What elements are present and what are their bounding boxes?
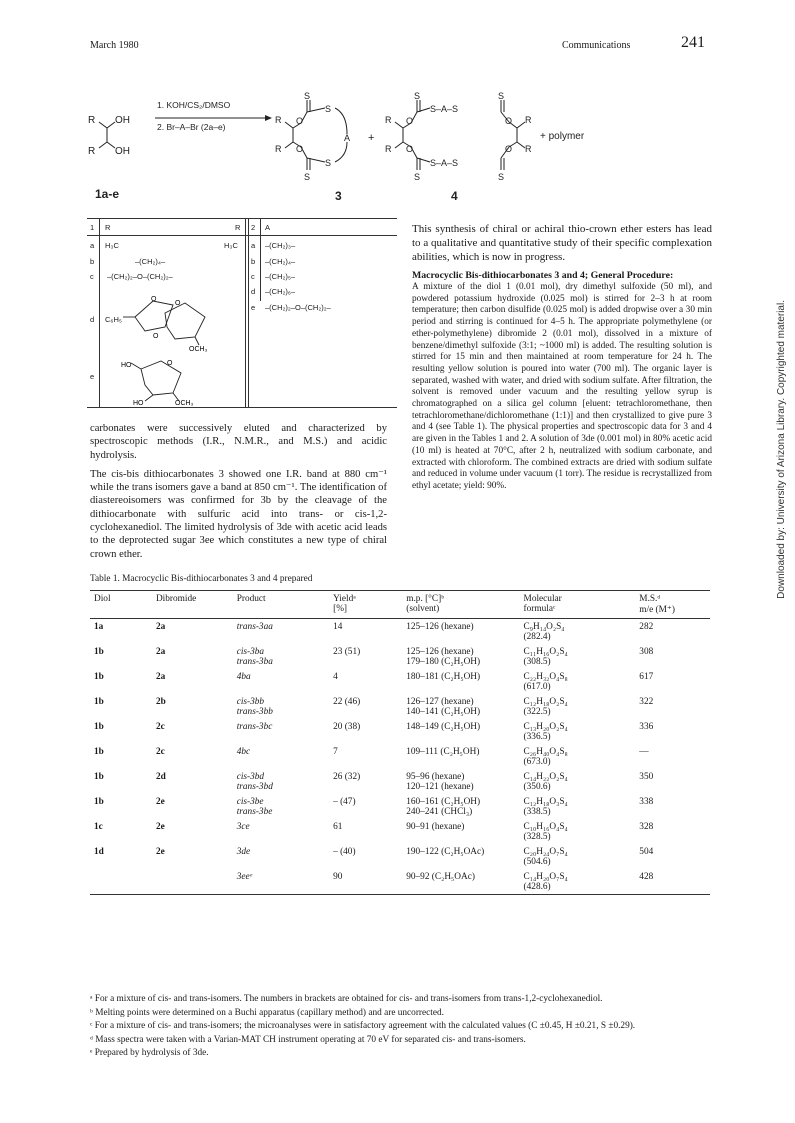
rtab-head-a: A bbox=[265, 223, 271, 232]
svg-text:R: R bbox=[275, 115, 282, 125]
product-3-structure bbox=[285, 100, 347, 170]
table-cell: 1d bbox=[94, 847, 104, 857]
svg-text:S: S bbox=[325, 158, 332, 168]
svg-text:S: S bbox=[304, 91, 311, 101]
table-cell: – (47) bbox=[333, 797, 356, 807]
table-row bbox=[90, 844, 710, 869]
svg-text:OH: OH bbox=[115, 146, 130, 157]
svg-text:O: O bbox=[296, 144, 304, 154]
right-column-text bbox=[412, 222, 712, 499]
table-cell: 3eeᵉ bbox=[236, 872, 253, 882]
table-cell: 90 bbox=[333, 872, 343, 882]
left-column-text bbox=[90, 422, 387, 567]
rtab-r1: –(CH₂)₄– bbox=[135, 257, 166, 266]
table-cell: 322 bbox=[639, 697, 654, 707]
table-cell: 308 bbox=[639, 647, 654, 657]
svg-text:S: S bbox=[498, 91, 505, 101]
table-cell: C₁₂H₁₈O₂S₄ (322.5) bbox=[523, 697, 568, 717]
table-cell: 4 bbox=[333, 672, 338, 682]
svg-text:HO: HO bbox=[121, 362, 132, 369]
rtab-r1: C₆H₅ bbox=[105, 315, 122, 324]
download-watermark: Downloaded by: University of Arizona Library. Copyrighted material. bbox=[776, 300, 787, 599]
svg-text:R: R bbox=[88, 146, 96, 157]
rtab-a: –(CH₂)₄– bbox=[265, 257, 296, 266]
rtab-r1: –(CH₂)₂–O–(CH₂)₂– bbox=[107, 272, 173, 281]
table-row bbox=[90, 669, 710, 694]
table-cell: cis-3bb trans-3bb bbox=[236, 697, 273, 717]
svg-text:S–A–S: S–A–S bbox=[430, 104, 459, 114]
header-date: March 1980 bbox=[90, 40, 139, 51]
label-4: 4 bbox=[451, 189, 458, 203]
table-cell: C₁₄H₂₂O₂S₄ (350.6) bbox=[523, 772, 568, 792]
rtab-key2: a bbox=[251, 241, 256, 250]
svg-text:O: O bbox=[296, 116, 304, 126]
table-cell: 336 bbox=[639, 722, 654, 732]
table-cell: trans-3bc bbox=[236, 722, 273, 732]
rtab-key: e bbox=[90, 372, 95, 381]
diol-structure bbox=[99, 122, 115, 148]
reagent-step-2: 2. Br–A–Br (2a–e) bbox=[157, 122, 226, 132]
rtab-head-r1: R bbox=[105, 223, 111, 232]
svg-text:S–A–S: S–A–S bbox=[430, 158, 459, 168]
table-cell: C₁₃H₂₀O₂S₄ (336.5) bbox=[523, 722, 568, 742]
table1-footnotes bbox=[90, 994, 712, 1062]
rtab-a: –(CH₂)₂–O–(CH₂)₂– bbox=[265, 303, 331, 312]
header-section: Communications bbox=[562, 40, 631, 51]
reagent-step-1: 1. KOH/CS₂/DMSO bbox=[157, 100, 231, 110]
svg-text:R: R bbox=[275, 144, 282, 154]
table-cell: 2b bbox=[155, 697, 166, 707]
table-cell: 20 (38) bbox=[333, 722, 361, 732]
svg-text:S: S bbox=[325, 104, 332, 114]
svg-text:A: A bbox=[344, 133, 351, 143]
table-cell: 14 bbox=[333, 622, 343, 632]
svg-text:OCH₃: OCH₃ bbox=[189, 346, 208, 353]
left-paragraph-2: The cis-bis dithiocarbonates 3 showed one I.R. band at 880 cm⁻¹ while the trans isomers gave a band at 850 cm⁻¹. The identification of diastereoisomers was confirmed for 3b by the cleavage of the dithiocarbonate with sulfuric acid into trans- or cis-1,2-cyclohexanediol. The limited hydrolysis of 3de with acetic acid leads to the deprotected sugar 3ee which constitutes a new type of chiral crown ether. bbox=[90, 468, 387, 560]
table-cell: 1b bbox=[94, 672, 104, 682]
footnote: ᵈ Mass spectra were taken with a Varian-MAT CH instrument operating at 70 eV for separated cis- and trans-isomers. bbox=[90, 1034, 526, 1045]
table-cell: trans-3aa bbox=[236, 622, 273, 632]
footnote: ᵃ For a mixture of cis- and trans-isomers. The numbers in brackets are obtained for cis- and trans-isomers from trans-1,2-cyclohexanediol. bbox=[90, 994, 603, 1004]
table-cell: 617 bbox=[639, 672, 654, 682]
right-paragraph-1: This synthesis of chiral or achiral thio-crown ether esters has lead to a qualitative and quantitative study of their specific complexation abilities, which is now in progress. bbox=[412, 223, 712, 263]
table-cell: C₁₁H₁₆O₂S₄ (308.5) bbox=[523, 647, 568, 667]
table-cell: 2a bbox=[155, 622, 166, 632]
table-cell: 90–91 (hexane) bbox=[406, 822, 465, 832]
table-row bbox=[90, 619, 710, 645]
table1-header: m.p. [°C]ᵇ (solvent) bbox=[402, 591, 519, 619]
rtab-key2: d bbox=[251, 287, 256, 296]
svg-text:O: O bbox=[505, 116, 513, 126]
svg-text:O: O bbox=[175, 300, 181, 307]
table-cell: 126–127 (hexane) 140–141 (C₂H₅OH) bbox=[406, 697, 481, 717]
svg-text:S: S bbox=[414, 91, 421, 101]
table-cell: 2e bbox=[155, 797, 165, 807]
table-row bbox=[90, 869, 710, 894]
table-cell: C₂₂H₃₂O₄S₈ (617.0) bbox=[523, 672, 568, 692]
svg-text:O: O bbox=[153, 333, 159, 340]
rtab-head-1: 1 bbox=[90, 223, 95, 232]
table-cell: 1b bbox=[94, 722, 104, 732]
table-cell: 125–126 (hexane) bbox=[406, 622, 474, 632]
table-cell: C₁₂H₁₈O₃S₄ (338.5) bbox=[523, 797, 568, 817]
rtab-r2: H₃C bbox=[224, 241, 238, 250]
label-1a-e: 1a-e bbox=[95, 187, 120, 201]
rtab-a: –(CH₂)₅– bbox=[265, 272, 296, 281]
table-cell: 4bc bbox=[236, 747, 251, 757]
table-row bbox=[90, 719, 710, 744]
table-cell: 1c bbox=[94, 822, 103, 832]
svg-text:R: R bbox=[385, 144, 392, 154]
substituent-table bbox=[87, 218, 397, 408]
table-cell: C₉H₁₄O₂S₄ (282.4) bbox=[523, 622, 565, 642]
table-cell: 61 bbox=[333, 822, 343, 832]
table-cell: 90–92 (C₂H₅OAc) bbox=[406, 872, 475, 882]
table-cell: cis-3ba trans-3ba bbox=[236, 647, 273, 667]
rtab-head-2: 2 bbox=[251, 223, 256, 232]
table-cell: 2c bbox=[155, 722, 165, 732]
svg-text:O: O bbox=[151, 296, 157, 303]
table1-header: Diol bbox=[90, 591, 152, 619]
page-number: 241 bbox=[681, 34, 705, 51]
table-cell: 22 (46) bbox=[333, 697, 361, 707]
table-cell: 180–181 (C₂H₅OH) bbox=[406, 672, 481, 682]
table-cell: 26 (32) bbox=[333, 772, 361, 782]
table-cell: 328 bbox=[639, 822, 654, 832]
svg-text:OH: OH bbox=[115, 115, 130, 126]
table-row bbox=[90, 819, 710, 844]
table-cell: 148–149 (C₂H₅OH) bbox=[406, 722, 481, 732]
table-cell: cis-3be trans-3be bbox=[236, 797, 273, 817]
table-cell: 4ba bbox=[236, 672, 251, 682]
table-cell: C₁₀H₁₆O₄S₄ (328.5) bbox=[523, 822, 568, 842]
table-cell: 3ce bbox=[236, 822, 250, 832]
reaction-scheme bbox=[85, 90, 625, 215]
table-cell: C₁₄H₂₀O₇S₄ (428.6) bbox=[523, 872, 568, 892]
table-cell: 1b bbox=[94, 647, 104, 657]
table-cell: 2a bbox=[155, 672, 166, 682]
table-cell: 504 bbox=[639, 847, 654, 857]
sugar-structures bbox=[123, 293, 233, 405]
table-cell: 2a bbox=[155, 647, 166, 657]
table-cell: 350 bbox=[639, 772, 654, 782]
table-row bbox=[90, 769, 710, 794]
table-cell: 23 (51) bbox=[333, 647, 361, 657]
table1-header: Dibromide bbox=[152, 591, 233, 619]
table-row bbox=[90, 794, 710, 819]
table-cell: 1a bbox=[94, 622, 104, 632]
table-cell: 3de bbox=[236, 847, 251, 857]
procedure-heading: Macrocyclic Bis-dithiocarbonates 3 and 4; General Procedure: bbox=[412, 270, 674, 281]
rtab-key2: e bbox=[251, 303, 256, 312]
table-cell: 95–96 (hexane) 120–121 (hexane) bbox=[406, 772, 474, 792]
table-cell: 160–161 (C₂H₅OH) 240–241 (CHCl₃) bbox=[406, 797, 481, 817]
svg-text:R: R bbox=[88, 115, 96, 126]
rtab-key: b bbox=[90, 257, 95, 266]
rtab-r1: H₃C bbox=[105, 241, 119, 250]
table-cell: 1b bbox=[94, 697, 104, 707]
table-cell: 338 bbox=[639, 797, 654, 807]
rtab-key2: b bbox=[251, 257, 256, 266]
table-cell: C₂₆H₄₀O₄S₈ (673.0) bbox=[523, 747, 568, 767]
table-cell bbox=[152, 869, 233, 894]
rtab-head-r2: R bbox=[235, 223, 241, 232]
table-row bbox=[90, 744, 710, 769]
rtab-key2: c bbox=[251, 272, 255, 281]
table-cell: 125–126 (hexane) 179–180 (C₂H₅OH) bbox=[406, 647, 481, 667]
table-cell: — bbox=[639, 747, 649, 757]
svg-text:O: O bbox=[505, 144, 513, 154]
svg-text:S: S bbox=[498, 172, 505, 182]
table1-header: Product bbox=[233, 591, 329, 619]
svg-text:S: S bbox=[414, 172, 421, 182]
table1-header: Molecular formulaᶜ bbox=[520, 591, 636, 619]
rtab-a: –(CH₂)₆– bbox=[265, 287, 296, 296]
svg-text:O: O bbox=[406, 116, 414, 126]
footnote: ᶜ For a mixture of cis- and trans-isomers; the microanalyses were in satisfactory agreement with the calculated values (C ±0.45, H ±0.21, S ±0.29). bbox=[90, 1021, 636, 1031]
procedure-text: A mixture of the diol 1 (0.01 mol), dry dimethyl sulfoxide (50 ml), and powdered potassium hydroxide (0.025 mol) is stirred for 2–3 h at room temperature; then carbon disulfide (0.025 mol) is added dropwise over a 30 min period and stirring is continued for 4–5 h. The appropriate polymethylene (or ether-polymethylene) dibromide 2 (0.01 mol), dissolved in a mixture of benzene/dimethyl sulfoxide (3:1; ~1000 ml) is added. The resulting solution is stirred for 15 min and then maintained at room temperature for 24 h. The resulting yellow solution is poured into water (700 ml). The organic layer is separated, washed with water, and dried with sodium sulfate. After filtration, the solvent is removed under vacuum and the resulting yellow syrup is chromatographed on a silica gel column [eluent: tetrachloromethane, then tetrachloromethane/dichloromethane (1:1)] and then crystallized to give pure 3 and 4 (see Table 1). The physical properties and spectroscopic data for 3 and 4 are given in the Tables 1 and 2. A solution of 3de (0.001 mol) in 80% acetic acid (10 ml) is heated at 70°C, after 2 h, neutralized with sodium carbonate, and extracted with chloroform. The combined extracts are dried with sodium sulfate and reduced in volume under vacuum (1 torr). The residue is recrystallized from ethyl acetate; yield: 90%. bbox=[412, 282, 712, 491]
table-cell: 190–122 (C₂H₅OAc) bbox=[406, 847, 485, 857]
svg-text:R: R bbox=[525, 115, 532, 125]
table-cell: 1b bbox=[94, 797, 104, 807]
left-paragraph-1: carbonates were successively eluted and characterized by spectroscopic methods (I.R., N.M.R., and M.S.) and acidic hydrolysis. bbox=[90, 423, 387, 461]
footnote: ᵇ Melting points were determined on a Buchi apparatus (capillary method) and are uncorrected. bbox=[90, 1007, 444, 1018]
table1 bbox=[90, 590, 710, 895]
svg-text:S: S bbox=[304, 172, 311, 182]
table1-header: M.S.ᵈ m/e (M⁺) bbox=[635, 591, 710, 619]
polymer-label: + polymer bbox=[540, 131, 585, 142]
table-cell: 2c bbox=[155, 747, 165, 757]
table-cell: 1b bbox=[94, 747, 104, 757]
rtab-key: a bbox=[90, 241, 95, 250]
table-cell: C₂₀H₂₄O₇S₄ (504.6) bbox=[523, 847, 568, 867]
table-cell: 7 bbox=[333, 747, 338, 757]
svg-text:R: R bbox=[385, 115, 392, 125]
svg-text:OCH₃: OCH₃ bbox=[175, 400, 194, 407]
table-cell: 428 bbox=[639, 872, 654, 882]
table-cell: 282 bbox=[639, 622, 654, 632]
table-cell: 109–111 (C₂H₅OH) bbox=[406, 747, 480, 757]
footnote: ᵉ Prepared by hydrolysis of 3de. bbox=[90, 1048, 209, 1058]
table-row bbox=[90, 644, 710, 669]
table-cell: 2e bbox=[155, 847, 165, 857]
svg-text:HO: HO bbox=[133, 400, 144, 407]
table-cell: – (40) bbox=[333, 847, 356, 857]
table-cell bbox=[90, 869, 152, 894]
svg-text:O: O bbox=[167, 360, 173, 367]
table-cell: 2e bbox=[155, 822, 165, 832]
table-cell: 2d bbox=[155, 772, 166, 782]
table1-header: Yieldᵃ [%] bbox=[329, 591, 402, 619]
table1-caption: Table 1. Macrocyclic Bis-dithiocarbonates 3 and 4 prepared bbox=[90, 574, 313, 584]
table-cell: 1b bbox=[94, 772, 104, 782]
table-cell: cis-3bd trans-3bd bbox=[236, 772, 273, 792]
rtab-key: c bbox=[90, 272, 94, 281]
plus-sign: + bbox=[368, 132, 375, 144]
product-4-structure bbox=[395, 100, 525, 170]
table-row bbox=[90, 694, 710, 719]
rtab-key: d bbox=[90, 315, 95, 324]
svg-text:O: O bbox=[406, 144, 414, 154]
label-3: 3 bbox=[335, 189, 342, 203]
svg-text:R: R bbox=[525, 144, 532, 154]
rtab-a: –(CH₂)₃– bbox=[265, 241, 296, 250]
